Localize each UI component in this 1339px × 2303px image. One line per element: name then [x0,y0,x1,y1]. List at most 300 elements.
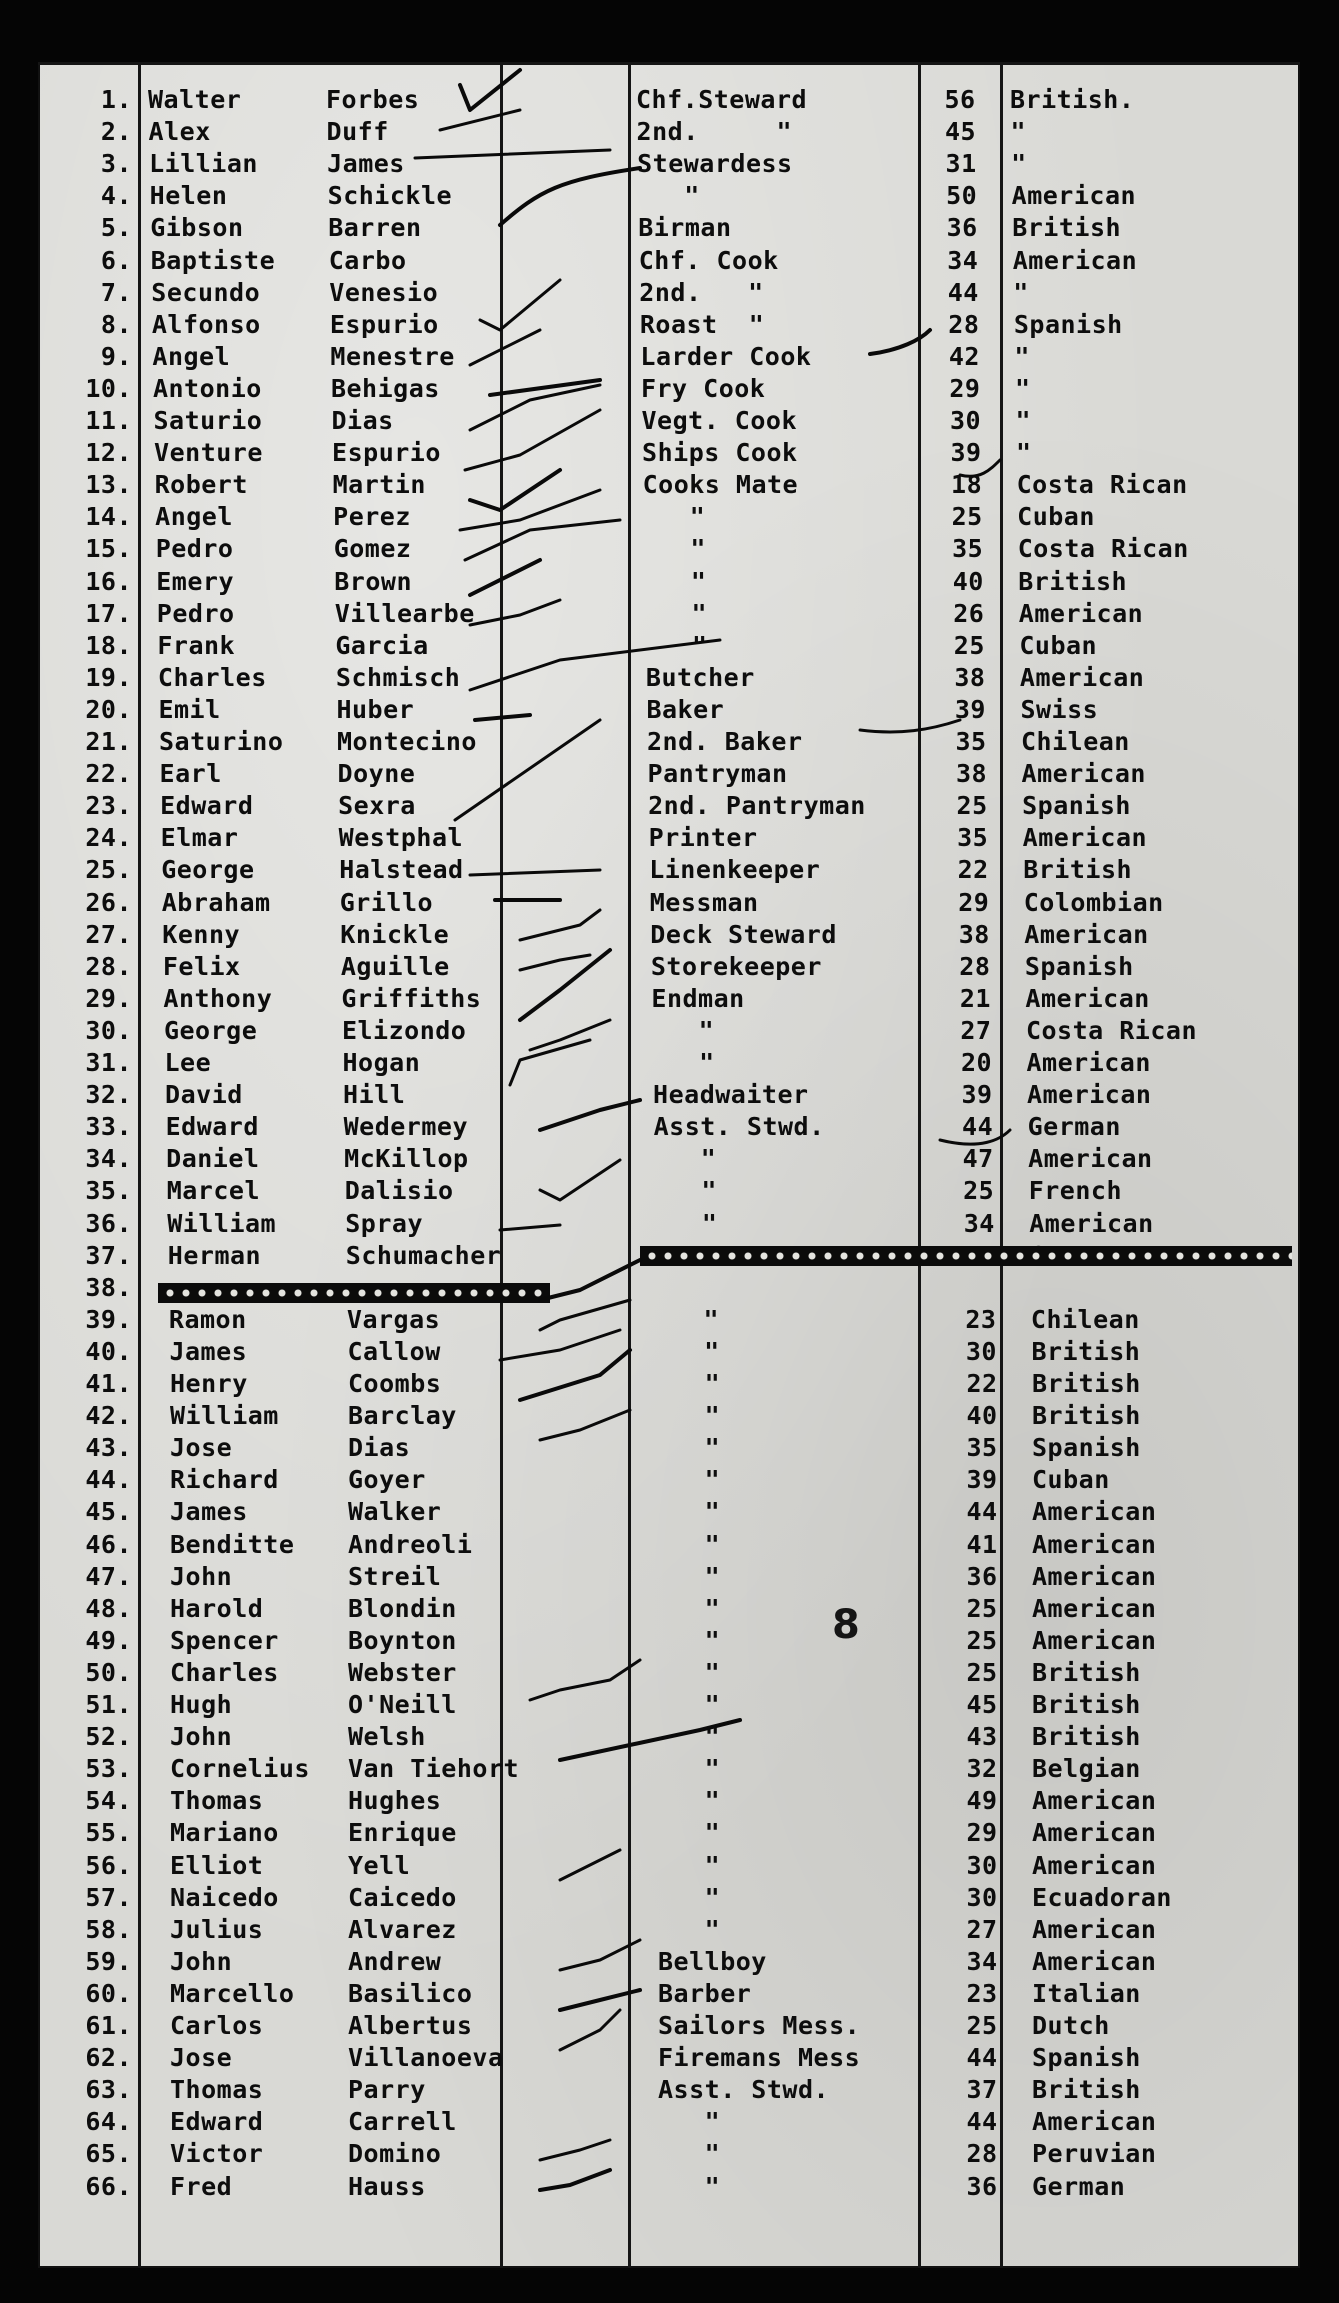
row-number: 26. [85,887,132,917]
first-name: Marcello [170,1978,295,2008]
age: 26 [953,598,985,628]
nationality: Dutch [1032,2011,1110,2040]
nationality: American [1011,181,1137,211]
row-number: 29. [85,983,132,1013]
occupation: 2nd. " [636,117,793,147]
row-number: 23. [85,791,132,821]
first-name: Saturio [153,406,263,435]
row-number: 59. [85,1946,132,1976]
first-name: Edward [160,791,254,821]
row-number: 1. [100,85,132,114]
first-name: Anthony [163,983,273,1013]
row-number: 6. [100,245,132,275]
row-number: 8. [100,309,132,339]
last-name: Garcia [335,630,429,660]
nationality: American [1032,1818,1157,1848]
nationality: American [1018,598,1144,628]
first-name: Jose [170,1433,233,1463]
age: 39 [966,1465,998,1495]
nationality: American [1032,1529,1157,1559]
row-number: 36. [85,1208,132,1238]
age: 39 [954,694,986,724]
occupation: Bellboy [658,1946,767,1976]
first-name: Baptiste [150,245,276,275]
nationality: German [1027,1112,1121,1142]
nationality: French [1028,1176,1122,1206]
row-number: 62. [85,2043,132,2073]
age: 49 [966,1786,998,1816]
age: 28 [959,951,991,981]
nationality: " [1011,149,1027,179]
age: 34 [947,245,979,275]
row-number: 50. [85,1657,132,1687]
age: 25 [966,1625,998,1655]
age: 40 [966,1401,998,1431]
first-name: Gibson [150,213,244,243]
occupation: " [658,1850,721,1880]
row-number: 55. [85,1818,132,1848]
nationality: American [1032,1625,1157,1655]
occupation: 2nd. " [639,277,764,307]
first-name: George [161,855,255,885]
age: 35 [957,823,989,853]
check-mark-stroke [480,280,560,330]
first-name: Felix [162,951,241,981]
first-name: Pedro [156,598,235,628]
last-name: Hughes [348,1786,442,1816]
occupation: " [658,1657,721,1687]
age: 45 [966,1690,998,1719]
row-number: 54. [85,1786,132,1816]
last-name: Andrew [348,1946,442,1976]
occupation: Messman [649,887,759,917]
row-number: 30. [85,1015,132,1045]
occupation: Headwaiter [653,1080,809,1110]
last-name: Sexra [338,791,416,821]
row-number: 15. [85,534,132,564]
first-name: Alfonso [151,309,261,339]
nationality: Spanish [1024,951,1134,981]
age: 25 [966,1593,998,1623]
first-name: Jose [170,2043,233,2073]
row-number: 22. [85,759,132,789]
occupation: " [658,1722,721,1752]
nationality: Cuban [1032,1465,1110,1495]
nationality: Peruvian [1032,2139,1157,2169]
first-name: Elliot [170,1850,264,1880]
age: 40 [952,566,984,596]
occupation: " [654,1176,717,1206]
occupation: " [654,1144,717,1174]
last-name: James [327,149,405,179]
nationality: Chilean [1030,1304,1140,1334]
check-mark-stroke [470,600,560,625]
row-number: 47. [85,1561,132,1591]
age: 22 [966,1369,998,1398]
first-name: James [170,1497,248,1527]
last-name: Griffiths [341,983,482,1013]
occupation: " [658,1465,721,1495]
occupation: " [656,1304,720,1334]
check-mark-stroke [540,1100,640,1130]
check-mark-stroke [465,410,600,470]
occupation: Baker [646,694,725,724]
age: 36 [966,1561,998,1591]
row-number: 38. [85,1272,132,1302]
check-mark-stroke [470,560,540,595]
age: 35 [966,1433,998,1463]
check-mark-stroke [500,1330,620,1360]
row-number: 18. [85,630,132,660]
row-number: 27. [85,919,132,949]
age: 20 [960,1048,993,1077]
age: 27 [960,1015,992,1045]
nationality: " [1016,438,1032,468]
nationality: Cuban [1019,630,1098,660]
age: 34 [966,1946,998,1976]
last-name: Streil [348,1561,442,1591]
last-name: O'Neill [348,1690,457,1719]
nationality: American [1021,759,1146,789]
occupation: Storekeeper [650,951,822,981]
age: 36 [966,2171,998,2201]
occupation: Birman [638,213,732,243]
nationality: American [1032,1786,1157,1816]
first-name: Helen [149,181,228,211]
occupation: Butcher [645,662,755,692]
row-number: 33. [85,1112,132,1142]
first-name: Angel [155,502,233,532]
last-name: Dias [348,1433,411,1463]
first-name: Emil [158,694,221,724]
nationality: " [1013,277,1029,307]
age: 45 [944,117,977,147]
nationality: American [1032,1497,1157,1527]
row-number: 21. [85,727,132,756]
last-name: Andreoli [348,1529,473,1559]
occupation: " [658,1882,721,1912]
last-name: Knickle [340,919,450,949]
check-mark-stroke [475,715,530,720]
nationality: Swiss [1020,694,1099,724]
first-name: Earl [159,759,222,789]
row-number: 12. [85,438,132,468]
last-name: McKillop [344,1144,469,1174]
occupation: Vegt. Cook [641,406,798,435]
row-number: 51. [85,1690,132,1719]
row-number: 17. [85,598,132,628]
row-number: 56. [85,1850,132,1880]
last-name: Walker [348,1497,442,1527]
row-number: 40. [85,1336,132,1366]
check-mark-stroke [500,168,640,225]
occupation: " [658,1690,721,1719]
age: 25 [951,502,983,532]
row-number: 48. [85,1593,132,1623]
row-number: 35. [85,1176,132,1206]
age: 22 [957,855,989,885]
age: 25 [963,1176,995,1206]
row-number: 13. [85,470,132,500]
last-name: Welsh [348,1722,426,1752]
occupation: " [637,181,700,211]
row-number: 37. [85,1240,132,1270]
first-name: Hugh [170,1690,233,1719]
nationality: American [1022,823,1148,853]
nationality: British [1032,1657,1141,1687]
last-name: Gomez [333,534,412,564]
row-number: 42. [85,1401,132,1431]
first-name: Antonio [152,373,262,403]
row-number: 31. [85,1048,132,1077]
first-name: Marcel [166,1176,260,1206]
age: 35 [952,534,984,564]
check-mark-stroke [520,1350,630,1400]
age: 35 [955,727,987,756]
occupation: " [658,1497,721,1527]
age: 34 [963,1208,995,1238]
nationality: American [1029,1208,1154,1238]
check-mark-stroke [500,1225,560,1230]
first-name: Frank [157,630,236,660]
nationality: Cuban [1017,502,1095,532]
nationality: American [1032,1946,1157,1976]
row-number: 25. [85,855,132,885]
last-name: Huber [336,694,415,724]
occupation: " [651,1015,715,1045]
age: 50 [946,181,978,211]
row-number: 34. [85,1144,132,1174]
check-mark-stroke [520,910,600,940]
last-name: Forbes [326,85,420,114]
first-name: Harold [170,1593,264,1623]
age: 30 [965,1336,997,1366]
check-mark-stroke [860,720,960,732]
nationality: " [1014,341,1030,371]
check-mark-stroke [415,150,610,158]
nationality: British [1032,2075,1141,2105]
occupation: " [644,566,707,596]
first-name: Edward [165,1112,259,1142]
row-number: 19. [85,662,132,692]
check-mark-stroke [470,640,720,690]
age: 32 [966,1754,998,1784]
nationality: Costa Rican [1016,470,1188,500]
first-name: Thomas [170,1786,264,1816]
occupation: Roast " [639,309,765,339]
first-name: John [170,1722,233,1752]
age: 44 [947,277,979,307]
last-name: Dalisio [344,1176,454,1206]
first-name: Charles [170,1657,279,1687]
occupation: Sailors Mess. [658,2011,861,2040]
row-number: 4. [100,181,132,211]
page-number: 8 [832,1602,860,1648]
nationality: " [1015,406,1032,435]
age: 47 [962,1144,994,1174]
occupation: " [655,1208,718,1238]
last-name: Coombs [348,1369,442,1398]
age: 39 [950,438,982,468]
age: 44 [962,1112,994,1142]
occupation: " [644,598,708,628]
last-name: Van Tiehort [348,1754,520,1784]
first-name: John [170,1561,233,1591]
last-name: Basilico [348,1978,473,2008]
last-name: Domino [348,2139,442,2169]
last-name: Perez [333,502,411,532]
first-name: Lillian [149,149,258,179]
check-mark-stroke [455,720,600,820]
check-mark-stroke [870,330,930,354]
last-name: Goyer [348,1465,426,1495]
nationality: British. [1010,85,1135,114]
last-name: Doyne [337,759,416,789]
age: 29 [966,1818,998,1848]
occupation: " [658,1818,721,1848]
check-mark-stroke [540,2170,610,2190]
last-name: Wedermey [343,1112,469,1142]
first-name: Elmar [160,823,239,853]
nationality: Spanish [1013,309,1123,339]
row-number: 16. [85,566,132,596]
last-name: Hauss [348,2171,426,2201]
first-name: Mariano [170,1818,279,1848]
age: 38 [958,919,990,949]
first-name: Fred [170,2171,233,2201]
first-name: Alex [148,117,211,147]
check-mark-stroke [560,2010,620,2050]
nationality: Costa Rican [1025,1015,1198,1045]
first-name: Angel [152,341,231,371]
occupation: " [658,2171,721,2201]
age: 29 [949,373,981,403]
row-number: 57. [85,1882,132,1912]
nationality: British [1032,1690,1141,1719]
row-number: 39. [85,1304,132,1334]
last-name: Schmisch [335,662,461,692]
check-mark-stroke [940,1130,1010,1144]
last-name: Carbo [328,245,407,275]
row-number: 5. [100,213,132,243]
occupation: Barber [658,1978,752,2008]
occupation: Cooks Mate [642,470,799,500]
last-name: Halstead [339,855,464,885]
age: 25 [956,791,988,821]
check-mark-stroke [540,1410,630,1440]
occupation: " [658,1593,721,1623]
occupation: " [643,502,706,532]
age: 23 [966,1978,998,2008]
first-name: David [165,1080,243,1110]
last-name: Schumacher [345,1240,502,1270]
row-number: 44. [85,1465,132,1495]
last-name: Alvarez [348,1914,457,1944]
nationality: Belgian [1032,1754,1141,1784]
first-name: Edward [170,2107,264,2137]
nationality: British [1032,1369,1141,1398]
first-name: Lee [164,1048,212,1077]
last-name: Parry [348,2075,426,2105]
first-name: John [170,1946,233,1976]
first-name: Herman [167,1240,262,1270]
last-name: Carrell [348,2107,457,2137]
last-name: Grillo [339,887,434,917]
occupation: Endman [651,983,745,1013]
occupation: Pantryman [647,759,788,789]
row-number: 45. [85,1497,132,1527]
nationality: " [1010,117,1027,147]
check-mark-stroke [440,110,520,130]
last-name: Vargas [346,1304,441,1334]
nationality: British [1032,1722,1141,1752]
age: 44 [966,1497,998,1527]
check-mark-stroke [560,1720,740,1760]
last-name: Dias [331,406,394,435]
check-mark-stroke [560,1940,640,1970]
occupation: " [658,1914,721,1944]
age: 38 [954,662,986,692]
last-name: Spray [345,1208,424,1238]
age: 42 [948,341,980,371]
first-name: Emery [156,566,235,596]
nationality: American [1028,1144,1153,1174]
nationality: American [1026,1048,1151,1077]
nationality: Italian [1032,1978,1141,2008]
occupation: " [645,630,708,660]
last-name: Westphal [338,823,464,853]
check-mark-stroke [510,1040,590,1085]
first-name: George [163,1015,258,1045]
first-name: Venture [154,438,263,468]
last-name: Boynton [348,1625,457,1655]
nationality: British [1012,213,1122,243]
age: 38 [955,759,988,789]
row-number: 53. [85,1754,132,1784]
nationality: Chilean [1021,727,1130,756]
age: 30 [949,406,982,435]
age: 28 [948,309,980,339]
row-number: 61. [85,2011,132,2040]
first-name: Saturino [159,727,284,756]
age: 28 [966,2139,998,2169]
last-name: Villearbe [334,598,475,628]
check-mark-stroke [960,460,1000,476]
first-name: Thomas [170,2075,264,2105]
last-name: Barclay [348,1401,457,1431]
occupation: " [658,2139,721,2169]
occupation: " [658,1401,721,1431]
occupation: Asst. Stwd. [653,1112,825,1142]
check-mark-stroke [560,1990,640,2010]
last-name: Martin [332,470,426,500]
last-name: Duff [326,117,389,147]
age: 29 [958,887,990,917]
check-mark-stroke [470,385,600,430]
first-name: Spencer [170,1625,279,1655]
occupation: " [658,1529,721,1559]
row-number: 49. [85,1625,132,1655]
nationality: British [1032,1401,1141,1431]
first-name: Robert [154,470,248,500]
last-name: Schickle [327,181,453,211]
occupation: " [657,1336,720,1366]
check-mark-stroke [540,1260,640,1300]
first-name: Secundo [151,277,261,307]
last-name: Webster [348,1657,457,1687]
age: 25 [966,2011,998,2040]
last-name: Brown [334,566,413,596]
